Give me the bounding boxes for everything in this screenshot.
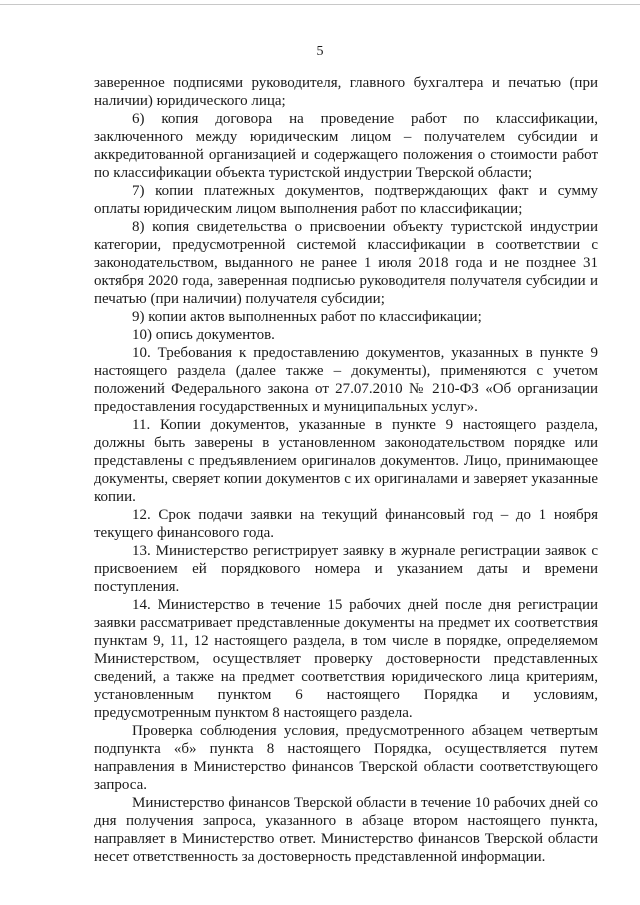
paragraph: 6) копия договора на проведение работ по классификации, заключенного между юридическим лицом – получателем субсидии и аккредитованной организацией и содержащего положения о стоимости работ по классификации объекта туристской индустрии Тверской области; [94,111,598,181]
paragraph: 9) копии актов выполненных работ по классификации; [132,309,482,325]
paragraph: заверенное подписями руководителя, главного бухгалтера и печатью (при наличии) юридического лица; [94,75,598,109]
paragraph: 8) копия свидетельства о присвоении объекту туристской индустрии категории, предусмотренной системой классификации в соответствии с законодательством, выданного не ранее 1 июля 2018 года и не позднее 31 октября 2020 года, заверенная подписью руководителя получателя субсидии и печатью (при наличии) получателя субсидии; [94,219,598,307]
paragraph: 10) опись документов. [132,327,275,343]
document-body [94,74,598,866]
scan-edge-line [0,4,640,5]
page-number: 5 [316,44,324,59]
paragraph: 14. Министерство в течение 15 рабочих дней после дня регистрации заявки рассматривает представленные документы на предмет их соответствия пунктам 9, 11, 12 настоящего раздела, в том числе в порядке, определяемом Министерством, осуществляет проверку достоверности представленных сведений, а также на предмет соответствия юридического лица критериям, установленным пунктом 6 настоящего Порядка и условиям, предусмотренным пунктом 8 настоящего раздела. [94,597,598,721]
paragraph: Министерство финансов Тверской области в течение 10 рабочих дней со дня получения запроса, указанного в абзаце втором настоящего пункта, направляет в Министерство ответ. Министерство финансов Тверской области несет ответственность за достоверность представленной информации. [94,795,598,865]
paragraph: Проверка соблюдения условия, предусмотренного абзацем четвертым подпункта «б» пункта 8 настоящего Порядка, осуществляется путем направления в Министерство финансов Тверской области соответствующего запроса. [94,723,598,793]
paragraph: 10. Требования к предоставлению документов, указанных в пункте 9 настоящего раздела (далее также – документы), применяются с учетом положений Федерального закона от 27.07.2010 № 210-ФЗ «Об организации предоставления государственных и муниципальных услуг». [94,345,598,415]
paragraph: 12. Срок подачи заявки на текущий финансовый год – до 1 ноября текущего финансового года. [94,507,598,541]
paragraph: 11. Копии документов, указанные в пункте 9 настоящего раздела, должны быть заверены в установленном законодательством порядке или представлены с предъявлением оригиналов документов. Лицо, принимающее документы, сверяет копии документов с их оригиналами и заверяет указанные копии. [94,417,598,505]
paragraph: 7) копии платежных документов, подтверждающих факт и сумму оплаты юридическим лицом выполнения работ по классификации; [94,183,598,217]
paragraph: 13. Министерство регистрирует заявку в журнале регистрации заявок с присвоением ей порядкового номера и указанием даты и времени поступления. [94,543,598,595]
